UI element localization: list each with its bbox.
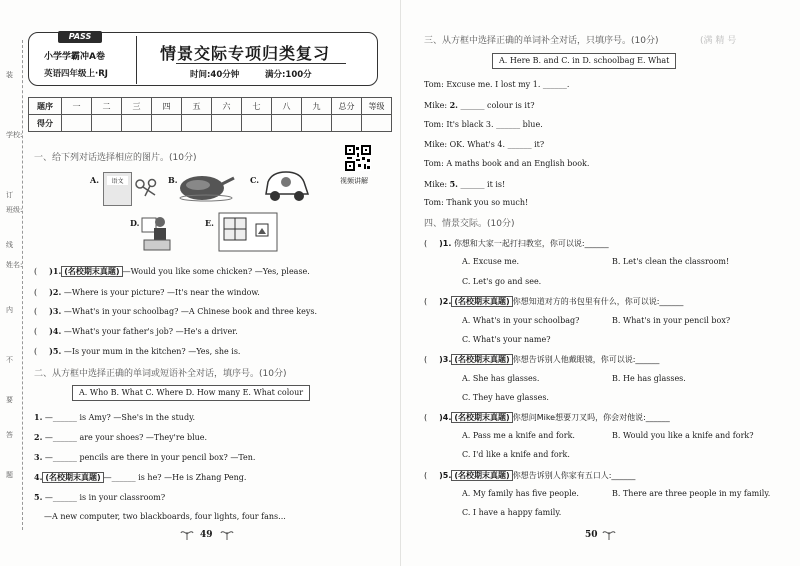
roast-chicken-icon (176, 170, 236, 202)
option-a[interactable]: A. Pass me a knife and fork. (462, 431, 575, 440)
score-cell: 得分 (29, 115, 62, 132)
window-picture-icon (218, 212, 278, 252)
page-number: 50 (585, 530, 598, 540)
answer-blank[interactable]: ______ (111, 473, 136, 482)
score-input-cell[interactable] (362, 115, 392, 132)
question-text: —Is your mum in the kitchen? —Yes, she is. (63, 347, 241, 356)
question-number: )1. (439, 239, 452, 248)
score-cell: 二 (92, 98, 122, 115)
dialogue-line (424, 120, 543, 129)
score-input-cell[interactable] (272, 115, 302, 132)
series-name: 小学学霸冲A卷 (44, 52, 105, 62)
question-text: 你想告诉别人他戴眼镜，你可以说:______ (512, 355, 660, 364)
margin-label: 线 (6, 241, 13, 249)
answer-paren[interactable]: ( (34, 327, 38, 336)
question-number: 2. (34, 432, 43, 442)
answer-blank[interactable]: ______ (52, 493, 77, 502)
question-text: 你想和大家一起打扫教室，你可以说:______ (453, 239, 609, 248)
question-item (424, 470, 635, 481)
margin-label: 装 (6, 71, 13, 79)
score-input-cell[interactable] (332, 115, 362, 132)
blank-number: 5. (449, 179, 458, 189)
exam-tag: (名校期末真题) (451, 296, 512, 307)
question-text: 你想告诉别人你家有五口人:______ (512, 471, 636, 480)
exam-tag: (名校期末真题) (451, 470, 512, 481)
question-number: )2. (439, 297, 452, 306)
question-item (424, 412, 670, 423)
exam-tag: (名校期末真题) (42, 472, 103, 483)
margin-label: 内 (6, 306, 13, 314)
score-input-cell[interactable] (62, 115, 92, 132)
answer-blank[interactable]: ______ (52, 413, 77, 422)
question-number: )5. (49, 346, 62, 356)
answer-paren[interactable]: ( (34, 267, 38, 276)
question-number: )5. (439, 471, 452, 480)
question-text: —What's your father's job? —He's a driver. (63, 327, 238, 336)
question-text: —Where is your picture? —It's near the window. (63, 288, 260, 297)
section2-options-box: A. Who B. What C. Where D. How many E. What colour (72, 385, 310, 401)
fill-item (34, 452, 255, 462)
dialogue-line (424, 198, 528, 207)
pic-letter: A. (90, 175, 99, 185)
question-number: )4. (49, 326, 62, 336)
exam-tag: (名校期末真题) (451, 354, 512, 365)
dialogue-line (424, 100, 534, 110)
answer-paren[interactable]: ( (34, 347, 38, 356)
option-a[interactable]: A. Excuse me. (462, 257, 520, 266)
question-text: —Would you like some chicken? —Yes, please. (122, 267, 310, 276)
question-number: 5. (34, 492, 43, 502)
question-text: is he? —He is Zhang Peng. (135, 473, 247, 482)
pic-letter: B. (168, 175, 178, 185)
pic-letter: C. (250, 175, 260, 185)
kitchen-mum-icon (140, 212, 174, 252)
margin-label: 班级: (6, 206, 23, 214)
dialogue-line (424, 179, 505, 189)
question-number: )2. (49, 287, 62, 297)
car-driver-icon (262, 166, 312, 204)
question-number: )4. (439, 413, 452, 422)
question-text: —What's in your schoolbag? —A Chinese book and three keys. (63, 307, 318, 316)
dialogue-text: Thank you so much! (446, 198, 529, 207)
question-number: 4. (34, 472, 43, 482)
score-table (28, 97, 392, 132)
plant-icon (180, 528, 194, 540)
score-input-cell[interactable] (212, 115, 242, 132)
dialogue-text[interactable]: Excuse me. I lost my 1. ______. (446, 80, 570, 89)
option-b[interactable]: B. Let's clean the classroom! (612, 257, 730, 266)
answer-blank[interactable]: ______ (52, 433, 77, 442)
score-cell: 一 (62, 98, 92, 115)
option-b[interactable]: B. What's in your pencil box? (612, 316, 731, 325)
speaker: Mike: (424, 101, 448, 110)
binding-line (22, 40, 23, 530)
score-cell: 总分 (332, 98, 362, 115)
dialogue-line (424, 80, 569, 89)
margin-label: 要 (6, 396, 13, 404)
fill-item (34, 412, 195, 422)
header-separator (136, 36, 137, 84)
dash: — (44, 433, 53, 442)
score-input-cell[interactable] (152, 115, 182, 132)
score-table-score-row (29, 115, 392, 132)
question-text: 你想问Mike想要刀叉吗，你会对他说:______ (512, 413, 670, 422)
score-input-cell[interactable] (92, 115, 122, 132)
brand-logo: PASS (58, 31, 102, 43)
question-number: )3. (439, 355, 452, 364)
question-item (34, 326, 238, 336)
page-number: 49 (200, 530, 213, 540)
exam-tag: (名校期末真题) (451, 412, 512, 423)
question-item (424, 354, 659, 365)
question-text: pencils are there in your pencil box? —Ten. (76, 453, 256, 462)
dash: — (103, 473, 112, 482)
option-c[interactable]: C. Let's go and see. (462, 277, 542, 286)
dialogue-text: A maths book and an English book. (446, 159, 590, 168)
dash: — (44, 493, 53, 502)
answer-paren[interactable]: ( (34, 307, 38, 316)
question-item (34, 266, 310, 277)
speaker: Tom: (424, 198, 444, 207)
section1-title: 一、给下列对话选择相应的图片。(10分) (34, 153, 197, 163)
question-item (424, 238, 609, 249)
score-cell: 题序 (29, 98, 62, 115)
grade-label: 英语四年级上·RJ (44, 69, 108, 79)
page-divider (400, 0, 401, 566)
question-item (34, 287, 260, 297)
option-c[interactable]: C. They have glasses. (462, 393, 549, 402)
answer-blank[interactable]: ______ (52, 453, 77, 462)
margin-label: 学校: (6, 131, 23, 139)
dialogue-text[interactable]: ______ colour is it? (457, 101, 535, 110)
option-b[interactable]: B. Would you like a knife and fork? (612, 431, 754, 440)
question-text: is Amy? —She's in the study. (76, 413, 196, 422)
option-b[interactable]: B. He has glasses. (612, 374, 686, 383)
margin-label: 不 (6, 356, 13, 364)
dialogue-text[interactable]: OK. What's 4. ______ it? (449, 140, 545, 149)
option-a[interactable]: A. My family has five people. (462, 489, 579, 498)
exam-tag: (名校期末真题) (61, 266, 122, 277)
plant-icon (602, 528, 616, 540)
plant-icon (220, 528, 234, 540)
score-cell: 七 (242, 98, 272, 115)
option-b[interactable]: B. There are three people in my family. (612, 489, 771, 498)
section4-title: 四、情景交际。(10分) (424, 219, 515, 229)
score-input-cell[interactable] (122, 115, 152, 132)
blank-number: 2. (449, 100, 458, 110)
score-cell: 六 (212, 98, 242, 115)
question-number: )3. (49, 306, 62, 316)
dash: — (44, 453, 53, 462)
option-a[interactable]: A. What's in your schoolbag? (462, 316, 580, 325)
book-label: 语文 (107, 176, 128, 185)
title-underline (176, 63, 346, 64)
margin-label: 题 (6, 471, 13, 479)
score-table-header-row (29, 98, 392, 115)
option-c[interactable]: C. I'd like a knife and fork. (462, 450, 570, 459)
question-number: 1. (34, 412, 43, 422)
answer-line: —A new computer, two blackboards, four lights, four fans... (44, 512, 286, 521)
score-cell: 八 (272, 98, 302, 115)
score-input-cell[interactable] (302, 115, 332, 132)
score-input-cell[interactable] (242, 115, 272, 132)
answer-paren[interactable]: ( (424, 413, 428, 422)
question-item (34, 306, 317, 316)
answer-paren[interactable]: ( (424, 471, 428, 480)
answer-paren[interactable]: ( (34, 288, 38, 297)
section3-title: 三、从方框中选择正确的单词补全对话，只填序号。(10分) (424, 36, 659, 46)
speaker: Tom: (424, 120, 444, 129)
question-text: is in your classroom? (76, 493, 166, 502)
question-number: 3. (34, 452, 43, 462)
dialogue-line (424, 140, 544, 149)
margin-label: 姓名: (6, 261, 23, 269)
question-item (34, 346, 240, 356)
keys-icon (133, 178, 161, 198)
full-marks-label: 满分:100分 (265, 70, 312, 80)
margin-label: 答 (6, 431, 13, 439)
speaker: Tom: (424, 159, 444, 168)
speaker: Mike: (424, 180, 448, 189)
score-cell: 五 (182, 98, 212, 115)
qr-label: 视频讲解 (340, 177, 368, 185)
dialogue-text[interactable]: ______ it is! (457, 180, 506, 189)
qr-code-icon[interactable] (345, 145, 371, 171)
option-c[interactable]: C. What's your name? (462, 335, 551, 344)
corner-stamp: (满 精 号 (700, 36, 737, 46)
margin-label: 订 (6, 191, 13, 199)
option-c[interactable]: C. I have a happy family. (462, 508, 562, 517)
answer-paren[interactable]: ( (424, 297, 428, 306)
fill-item (34, 492, 165, 502)
section3-options-box: A. Here B. and C. in D. schoolbag E. What (492, 53, 676, 69)
pic-letter: E. (205, 218, 214, 228)
dialogue-line (424, 159, 589, 168)
answer-paren[interactable]: ( (424, 239, 428, 248)
speaker: Tom: (424, 80, 444, 89)
question-item (424, 296, 683, 307)
answer-paren[interactable]: ( (424, 355, 428, 364)
time-label: 时间:40分钟 (190, 70, 240, 80)
score-cell: 等级 (362, 98, 392, 115)
speaker: Mike: (424, 140, 448, 149)
fill-item (34, 472, 246, 483)
book-picture (103, 172, 132, 206)
score-cell: 三 (122, 98, 152, 115)
pic-letter: D. (130, 218, 140, 228)
question-text: are your shoes? —They're blue. (76, 433, 208, 442)
score-cell: 四 (152, 98, 182, 115)
score-cell: 九 (302, 98, 332, 115)
fill-item (34, 432, 207, 442)
dialogue-text[interactable]: It's black 3. ______ blue. (446, 120, 543, 129)
dash: — (44, 413, 53, 422)
score-input-cell[interactable] (182, 115, 212, 132)
option-a[interactable]: A. She has glasses. (462, 374, 540, 383)
section2-title: 二、从方框中选择正确的单词或短语补全对话，填序号。(10分) (34, 369, 287, 379)
page-title: 情景交际专项归类复习 (160, 44, 331, 63)
question-number: )1. (49, 266, 62, 276)
question-text: 你想知道对方的书包里有什么，你可以说:______ (512, 297, 684, 306)
